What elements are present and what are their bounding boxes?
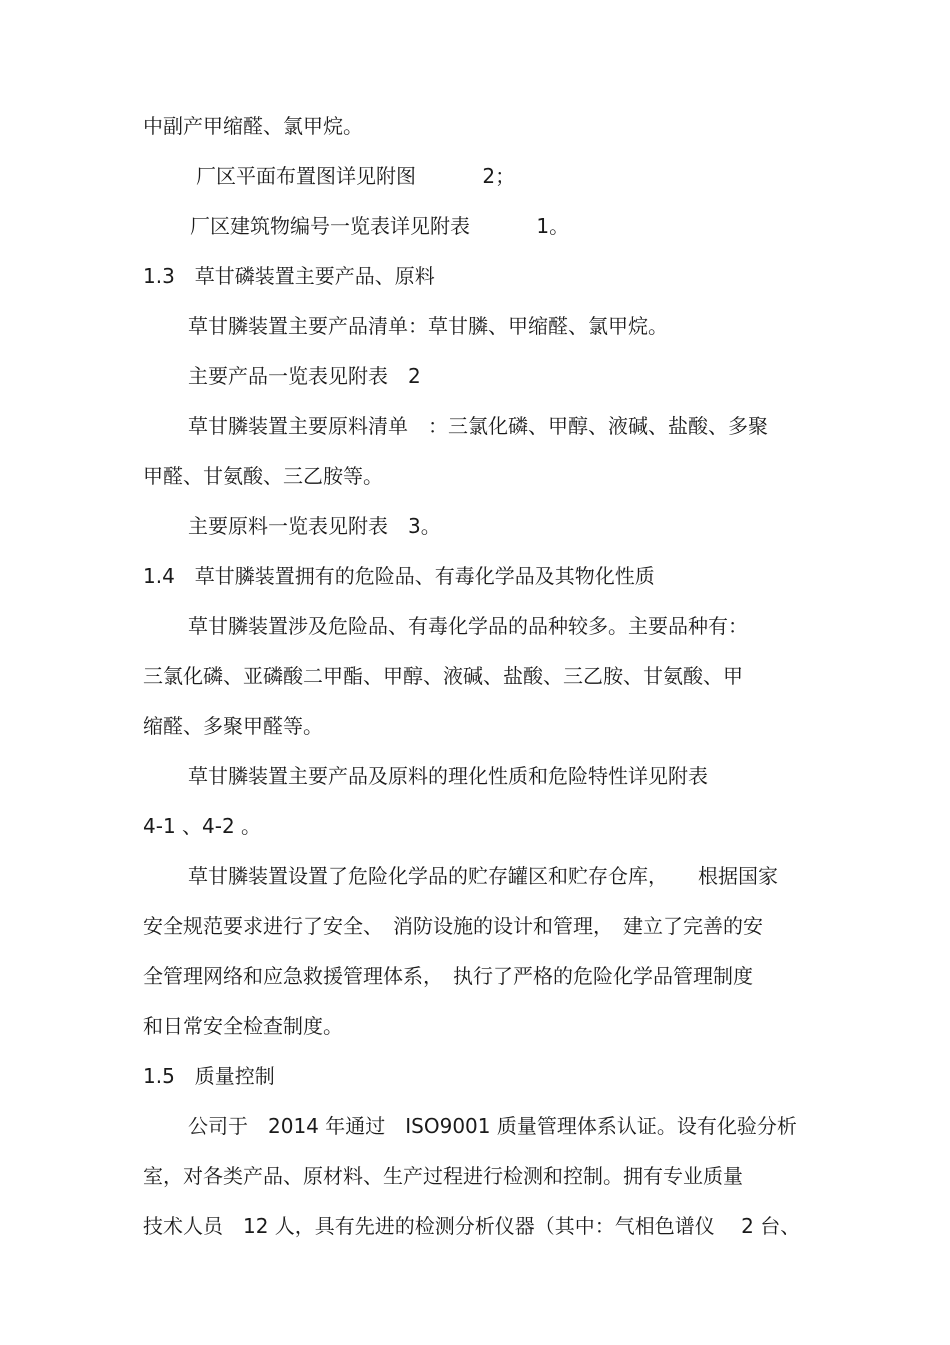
text-line: 草甘膦装置主要原料清单 ：三氯化磷、甲醇、液碱、盐酸、多聚	[188, 414, 768, 438]
text-line: 草甘膦装置主要产品清单：草甘膦、甲缩醛、氯甲烷。	[188, 314, 668, 338]
text-line: 厂区平面布置图详见附图 2；	[196, 164, 516, 188]
text-line: 缩醛、多聚甲醛等。	[143, 714, 323, 738]
text-line: 三氯化磷、亚磷酸二甲酯、甲醇、液碱、盐酸、三乙胺、甘氨酸、甲	[143, 664, 743, 688]
section-heading: 1.5 质量控制	[143, 1064, 275, 1088]
text-line: 厂区建筑物编号一览表详见附表 1。	[190, 214, 570, 238]
text-line: 主要原料一览表见附表 3。	[188, 514, 441, 538]
text-line: 室，对各类产品、原材料、生产过程进行检测和控制。拥有专业质量	[143, 1164, 743, 1188]
section-heading: 1.4 草甘膦装置拥有的危险品、有毒化学品及其物化性质	[143, 564, 655, 588]
text-line: 草甘膦装置涉及危险品、有毒化学品的品种较多。主要品种有：	[188, 614, 748, 638]
text-line: 草甘膦装置设置了危险化学品的贮存罐区和贮存仓库， 根据国家	[188, 864, 778, 888]
text-line: 中副产甲缩醛、氯甲烷。	[143, 114, 363, 138]
text-line: 和日常安全检查制度。	[143, 1014, 343, 1038]
text-line: 4-1 、4-2 。	[143, 814, 262, 838]
text-line: 公司于 2014 年通过 ISO9001 质量管理体系认证。设有化验分析	[188, 1114, 797, 1138]
text-line: 技术人员 12 人，具有先进的检测分析仪器（其中：气相色谱仪 2 台、	[143, 1214, 801, 1238]
text-line: 草甘膦装置主要产品及原料的理化性质和危险特性详见附表	[188, 764, 708, 788]
text-line: 全管理网络和应急救援管理体系， 执行了严格的危险化学品管理制度	[143, 964, 753, 988]
text-line: 主要产品一览表见附表 2	[188, 364, 421, 388]
text-line: 安全规范要求进行了安全、 消防设施的设计和管理， 建立了完善的安	[143, 914, 763, 938]
text-line: 甲醛、甘氨酸、三乙胺等。	[143, 464, 383, 488]
section-heading: 1.3 草甘磷装置主要产品、原料	[143, 264, 435, 288]
